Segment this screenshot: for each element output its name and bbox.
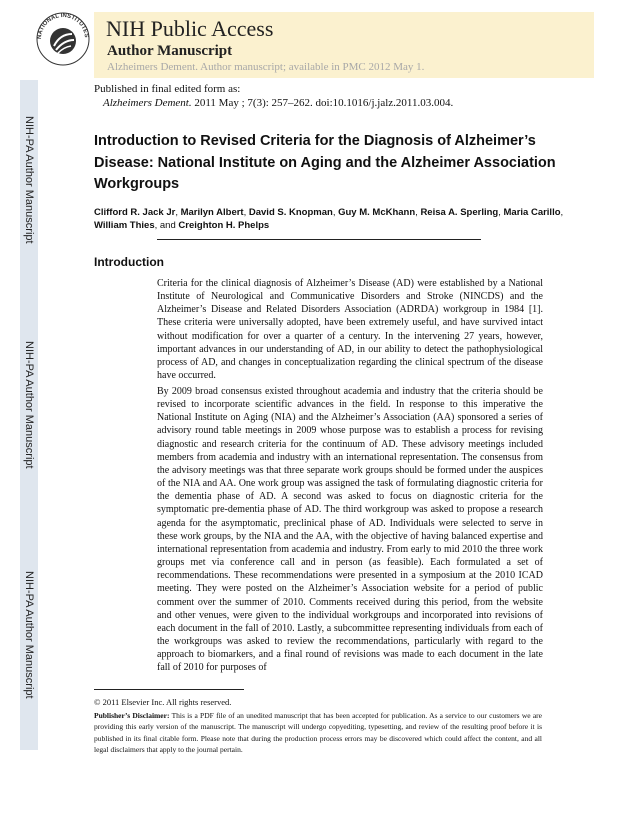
disclaimer-text: This is a PDF file of an unedited manuscript that has been accepted for publication. As a service to our customers we are providing this early version of the manuscript. The manuscript will undergo copyediting, typesetting, and review of the resulting proof before it is published in its final citable form. Please note that during the production process errors may be discovered which could affect the content, and all legal disclaimers that apply to the journal pertain. <box>94 711 542 755</box>
author-name: Maria Carillo <box>503 207 561 218</box>
disclaimer-label: Publisher’s Disclaimer: <box>94 711 170 720</box>
paragraph-1: Criteria for the clinical diagnosis of Alzheimer’s Disease (AD) were established by a National Institute of Neurological and Communicative Disorders and Stroke (NINCDS) and the Alzheimer’s Disease and Related Disorders Association (ADRDA) workgroup in 1984 [1]. These criteria were universally adopted, have been extremely useful, and have survived intact without modification for over a quarter of a century. In the intervening 27 years, however, important advances in our understanding of AD, in our ability to detect the pathophysiological process of AD, and changes in conceptualization regarding the clinical spectrum of the disease have occurred. <box>157 278 543 382</box>
author-name: David S. Knopman <box>248 207 333 218</box>
published-label: Published in final edited form as: <box>94 83 241 95</box>
copyright: © 2011 Elsevier Inc. All rights reserved. <box>94 697 232 707</box>
side-label-text-2: NIH-PA Author Manuscript <box>23 341 35 469</box>
author-name: William Thies <box>94 220 155 231</box>
author-name: Creighton H. Phelps <box>178 220 270 231</box>
author-separator: , <box>560 207 564 218</box>
author-name: Reisa A. Sperling <box>420 207 499 218</box>
author-separator: , <box>175 207 181 218</box>
header-availability: Alzheimers Dement. Author manuscript; available in PMC 2012 May 1. <box>107 61 425 73</box>
title-divider <box>157 239 481 240</box>
nih-hhs-seal-icon <box>34 4 92 74</box>
author-separator: , <box>332 207 339 218</box>
header-subtitle: Author Manuscript <box>107 43 233 59</box>
citation-details: 2011 May ; 7(3): 257–262. doi:10.1016/j.jalz.2011.03.004. <box>191 97 454 109</box>
footnote-divider <box>94 689 244 690</box>
section-heading: Introduction <box>94 255 164 269</box>
side-label-2 <box>20 305 38 505</box>
author-name: Clifford R. Jack Jr <box>94 207 176 218</box>
author-separator: , <box>498 207 504 218</box>
logo-text: NATIONAL INSTITUTES <box>36 12 90 40</box>
journal-name: Alzheimers Dement. <box>103 97 192 109</box>
header-title: NIH Public Access <box>106 16 274 41</box>
citation <box>103 97 453 109</box>
side-label-text-1: NIH-PA Author Manuscript <box>23 116 35 244</box>
side-label-text-3: NIH-PA Author Manuscript <box>23 571 35 699</box>
side-label-1 <box>20 80 38 280</box>
author-separator: , <box>243 207 249 218</box>
author-separator: , and <box>154 220 179 231</box>
publisher-disclaimer <box>94 710 542 756</box>
author-name: Marilyn Albert <box>180 207 244 218</box>
author-separator: , <box>415 207 421 218</box>
paragraph-2: By 2009 broad consensus existed throughout academia and industry that the criteria should be revised to incorporate scientific advances in the field. In response to this imperative the National Institute on Aging (NIA) and the Alzheimer’s Association (AA) sponsored a series of advisory round table meetings in 2009 whose purpose was to establish a process for revising diagnostic and research criteria for the continuum of AD. These advisory meetings included members from academia and industry with an international representation. The consensus from the advisory meetings was that three separate work groups should be formed under the auspices of the NIA and AA. One work group was assigned the task of formulating diagnostic criteria for the dementia phase of AD. A second was asked to focus on diagnostic criteria for the symptomatic pre-dementia phase of AD. The third workgroup was asked to propose a research agenda for the asymptomatic, preclinical phase of AD. Individuals were selected to serve in these work groups, by the NIA and the AA, with the objective of having balanced expertise and international representation from academia and industry. From early to mid 2010 the three work groups met via conference call and in person (as feasible). Each formulated a set of recommendations. These recommendations were presented in a symposium at the 2010 ICAD meeting. They were posted on the Alzheimer’s Association website for a period of public comment over the summer of 2010. Comments received during this period, from the website and other venues, were given to the individual workgroups and incorporated into revisions of each document in the fall of 2010. Lastly, a subcommittee representing individuals from each of the workgroups was asked to review the recommendations, particularly with regard to the approach to biomarkers, and a final round of revisions was made to each document in the late fall of 2010 for purposes of <box>157 386 543 674</box>
author-list <box>94 206 594 232</box>
side-label-3 <box>20 535 38 735</box>
article-title: Introduction to Revised Criteria for the Diagnosis of Alzheimer’s Disease: National Institute on Aging and the Alzheimer Association Workgroups <box>94 133 556 192</box>
author-name: Guy M. McKhann <box>338 207 416 218</box>
